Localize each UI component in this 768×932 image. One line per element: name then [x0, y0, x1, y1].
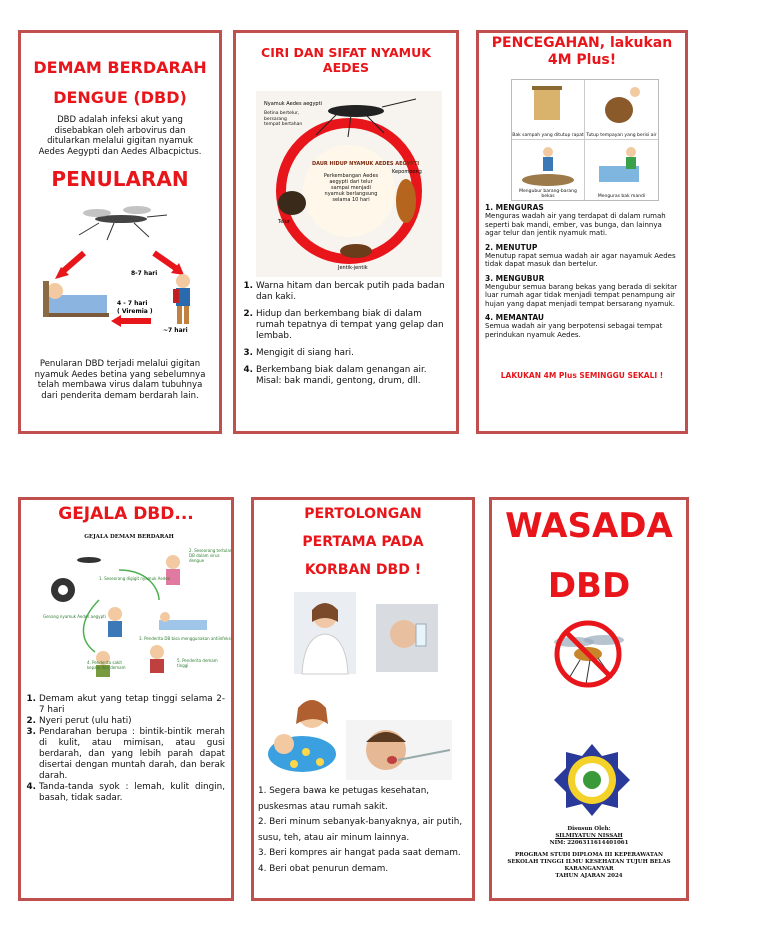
cover-title-line1: WASADA	[505, 506, 673, 546]
chart-note: 2. Seseorang tertular DB dalam virus dengue	[189, 548, 232, 563]
step-text: Mengubur semua barang bekas yang berada di sekitar luar rumah agar tidak menjadi tempat penampung air hujan yang dapat menjadi tempat bersarang nyamuk.	[485, 282, 678, 308]
list-item: 4. Berkembang biak dalam genangan air. Misal: bak mandi, gentong, drum, dll.	[256, 365, 450, 387]
chart-label: 3. Penderita DB bisa menggunakan antiinfeksi	[139, 636, 232, 641]
school-name: SEKOLAH TINGGI ILMU KESEHATAN TUJUH BELAS	[507, 859, 671, 866]
city-name: KARANGANYAR	[564, 865, 614, 872]
mosquito-icon	[77, 557, 101, 563]
list-item: 2. Hidup dan berkembang biak di dalam rumah tepatnya di tempat yang gelap dan lembab.	[256, 309, 450, 342]
cover-title-line2: DBD	[547, 566, 631, 606]
cycle-label: ~7 hari	[163, 327, 188, 334]
list-item: 1. Demam akut yang tetap tinggi selama 2-7 hari	[39, 694, 225, 716]
step-text: Semua wadah air yang berpotensi sebagai tempat perindukan nyamuk Aedes.	[485, 322, 663, 339]
illustration-cell	[512, 80, 585, 140]
chart-note: 4. Penderita sakit kepala dan demam	[87, 660, 126, 670]
cycle-label: 8-7 hari	[131, 270, 158, 277]
list-item: 3. Beri kompres air hangat pada saat demam.	[258, 848, 461, 858]
illustration-caption: Menguras bak mandi	[597, 194, 646, 199]
child-icon	[173, 274, 190, 324]
diagram-label: DAUR HIDUP NYAMUK AEDES AEGYPTI	[312, 161, 420, 167]
doctor-photo	[294, 592, 356, 674]
illustration-caption: Mengubur barang-barang bekas	[519, 189, 577, 199]
prevention-illustrations	[511, 79, 659, 201]
illustration-caption: Tutup tempayan yang berisi air	[586, 133, 657, 138]
diagram-center-note: Perkembangan Aedes aegypti dari telur sampai menjadi nyamuk berlangsung selama 10 hari	[323, 173, 379, 203]
trash-bin-icon	[512, 80, 584, 130]
illustration-cell	[585, 140, 658, 200]
cycle-label: 4 - 7 hari	[117, 300, 148, 307]
prevention-footer: LAKUKAN 4M Plus SEMINGGU SEKALI !	[500, 371, 664, 380]
patient-icon	[159, 612, 207, 630]
school-logo	[552, 742, 632, 818]
chart-note: 5. Penderita demam tinggi	[177, 658, 218, 668]
panel2-title: CIRI DAN SIFAT NYAMUK AEDES	[261, 45, 431, 75]
panel-symptoms	[18, 497, 234, 901]
list-item: 3. Pendarahan berupa : bintik-bintik merah di kulit, atau mimisan, atau gusi berdarah, dan yang lebih parah dapat disertai dengan muntah darah, dan berak darah.	[39, 727, 225, 782]
chart-label: Genang nyamuk Aedes aegypti	[43, 614, 106, 619]
compress-child-illustration	[262, 690, 344, 776]
fever-child-icon	[150, 645, 164, 673]
list-item: 3. Mengigit di siang hari.	[256, 348, 450, 359]
medicine-child-photo	[346, 720, 452, 780]
author-nim: NIM: 2206311614401061	[549, 839, 629, 846]
step-heading: 2. MENUTUP	[485, 242, 538, 252]
tire-icon	[51, 578, 75, 602]
step-heading: 3. MENGUBUR	[485, 273, 545, 283]
diagram-label: Jentik-jentik	[338, 265, 368, 271]
panel-cover	[489, 497, 689, 901]
sick-child-icon	[108, 607, 122, 637]
program-name: PROGRAM STUDI DIPLOMA III KEPERAWATAN	[515, 852, 663, 859]
diagram-label: Telur	[278, 219, 290, 225]
sick-person-icon	[43, 281, 109, 317]
shovel-icon	[512, 140, 584, 190]
diagram-label: Nyamuk Aedes aegypti	[264, 101, 322, 107]
panel5-title: PERTOLONGAN PERTAMA PADA KORBAN DBD !	[302, 506, 424, 578]
list-item: 4. Tanda-tanda syok : lemah, kulit dingin, basah, tidak sadar.	[39, 782, 225, 804]
panel-prevention	[476, 30, 688, 434]
eggs-icon	[278, 191, 306, 215]
panel3-title: PENCEGAHAN, lakukan 4M Plus!	[491, 35, 673, 68]
step-heading: 1. MENGURAS	[485, 203, 544, 212]
step-heading: 4. MEMANTAU	[485, 313, 545, 322]
author-name: SILMIYATUN NISSAH	[555, 832, 623, 839]
panel1-text: Penularan DBD terjadi melalui gigitan nyamuk Aedes betina yang sebelumnya telah membawa virus dalam tubuhnya dari penderita demam berdarah lain.	[34, 359, 206, 401]
chart-label: 1. Seseorang digigit nyamuk Aedes	[99, 576, 170, 581]
panel4-title: GEJALA DBD...	[58, 504, 194, 524]
panel-mosquito-traits	[233, 30, 459, 434]
list-item: 1. Warna hitam dan bercak putih pada badan dan kaki.	[256, 281, 450, 303]
prevention-steps	[485, 203, 679, 344]
panel-first-aid	[251, 497, 475, 901]
panel1-title: DEMAM BERDARAH DENGUE (DBD)	[33, 58, 207, 107]
transmission-cycle-illustration	[39, 195, 204, 337]
panel-dbd-intro	[18, 30, 222, 434]
first-aid-list	[258, 784, 466, 877]
cover-credits	[496, 826, 682, 880]
mosquito-icon	[79, 206, 167, 240]
bathtub-icon	[585, 140, 657, 190]
panel1-subtitle: PENULARAN	[51, 167, 189, 191]
illustration-cell	[585, 80, 658, 140]
list-item: 2. Beri minum sebanyak-banyaknya, air putih, susu, teh, atau air minum lainnya.	[258, 817, 463, 843]
step-text: Menutup rapat semua wadah air agar nayamuk Aedes tidak dapat masuk dan bertelur.	[485, 251, 676, 268]
diagram-label: Kepompong	[392, 169, 422, 175]
list-item: 1. Segera bawa ke petugas kesehatan, puskesmas atau rumah sakit.	[258, 786, 430, 812]
step-text: Menguras wadah air yang terdapat di dalam rumah seperti bak mandi, ember, vas bunga, dan lainnya agar telur dan jentik nyamuk mati.	[485, 212, 666, 237]
water-jar-icon	[585, 80, 657, 130]
larva-icon	[396, 179, 416, 223]
symptoms-chart-title: GEJALA DEMAM BERDARAH	[84, 534, 174, 540]
list-item: 2. Nyeri perut (ulu hati)	[39, 716, 225, 727]
illustration-cell	[512, 140, 585, 200]
illustration-caption: Bak sampah yang ditutup rapat	[512, 133, 584, 138]
academic-year: TAHUN AJARAN 2024	[555, 872, 623, 879]
pupa-icon	[340, 244, 372, 258]
panel1-intro: DBD adalah infeksi akut yang disebabkan oleh arbovirus dan ditularkan melalui gigitan nyamuk Aedes Aegypti dan Aedes Albacpictus.	[38, 115, 202, 157]
diagram-note: Betina bertelur, bersarang tempat bertahan	[264, 111, 303, 127]
traits-list	[242, 281, 450, 393]
cycle-label: ( Viremia )	[117, 308, 153, 315]
drinking-water-photo	[376, 604, 438, 672]
credit-label: Disusun Oleh:	[567, 826, 611, 832]
list-item: 4. Beri obat penurun demam.	[258, 863, 389, 874]
no-mosquito-icon	[546, 618, 628, 690]
symptoms-list	[25, 694, 225, 804]
